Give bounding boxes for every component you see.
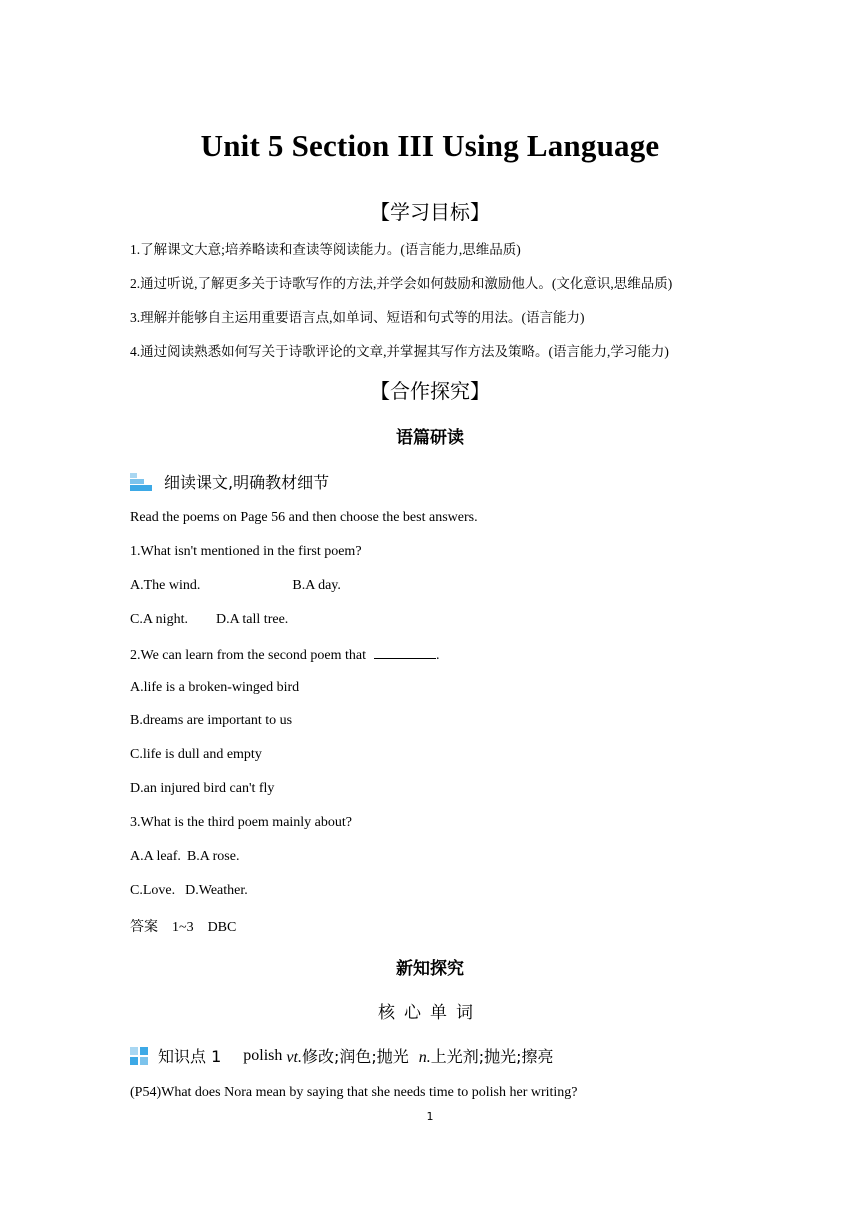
objective-item-4: 4.通过阅读熟悉如何写关于诗歌评论的文章,并掌握其写作方法及策略。(语言能力,学习能力) — [130, 344, 669, 359]
objective-item-1: 1.了解课文大意;培养略读和查读等阅读能力。(语言能力,思维品质) — [130, 242, 521, 257]
page-number: 1 — [426, 1110, 434, 1123]
q2-option-a: A.life is a broken-winged bird — [130, 680, 300, 695]
meaning-noun: 上光剂;抛光;擦亮 — [430, 1047, 554, 1066]
answer-blank — [374, 646, 436, 659]
pos-verb: vt. — [286, 1049, 302, 1066]
question-1-options-row-1 — [130, 578, 341, 594]
answer-key: 答案 1~3 DBC — [130, 920, 237, 935]
q1-option-b: B.A day. — [292, 578, 341, 593]
question-2 — [130, 646, 440, 664]
pos-noun: n. — [418, 1049, 431, 1066]
section-title: 细读课文,明确教材细节 — [164, 473, 330, 492]
question-1-options-row-2 — [130, 612, 288, 628]
objective-item-3: 3.理解并能够自主运用重要语言点,如单词、短语和句式等的用法。(语言能力) — [130, 310, 585, 325]
steps-icon — [130, 473, 152, 491]
q2-option-b: B.dreams are important to us — [130, 713, 293, 728]
knowledge-point-word: polish — [243, 1046, 283, 1064]
q3-option-c: C.Love. — [130, 883, 176, 898]
section-reading-details — [130, 470, 329, 493]
question-3-options-row-2 — [130, 883, 248, 899]
q3-option-d: D.Weather. — [185, 883, 248, 898]
grid-icon — [130, 1047, 148, 1065]
knowledge-point-1 — [130, 1044, 554, 1067]
q3-option-b: B.A rose. — [186, 849, 240, 864]
new-knowledge-heading: 新知探究 — [396, 959, 464, 979]
objectives-heading: 【学习目标】 — [370, 200, 490, 224]
core-words-heading: 核心单词 — [378, 1003, 482, 1023]
question-2-text: 2.We can learn from the second poem that — [130, 648, 367, 663]
question-1: 1.What isn't mentioned in the first poem? — [130, 544, 362, 559]
instruction-text: Read the poems on Page 56 and then choose the best answers. — [130, 510, 478, 525]
cooperation-heading: 【合作探究】 — [370, 379, 490, 403]
q1-option-a: A.The wind. — [130, 578, 201, 593]
meaning-verb: 修改;润色;抛光 — [301, 1047, 409, 1066]
question-3-options-row-1 — [130, 849, 239, 865]
objective-item-2: 2.通过听说,了解更多关于诗歌写作的方法,并学会如何鼓励和激励他人。(文化意识,思维品质) — [130, 276, 673, 291]
question-3: 3.What is the third poem mainly about? — [130, 815, 353, 830]
knowledge-point-label: 知识点 1 — [158, 1047, 222, 1066]
page-title: Unit 5 Section III Using Language — [200, 128, 660, 163]
example-sentence: (P54)What does Nora mean by saying that she needs time to polish her writing? — [130, 1085, 578, 1100]
q1-option-c: C.A night. — [130, 612, 188, 627]
reading-subheading: 语篇研读 — [396, 428, 464, 448]
question-2-end: . — [436, 648, 440, 663]
q2-option-d: D.an injured bird can't fly — [130, 781, 275, 796]
q1-option-d: D.A tall tree. — [215, 612, 289, 627]
q3-option-a: A.A leaf. — [130, 849, 181, 864]
q2-option-c: C.life is dull and empty — [130, 747, 262, 762]
